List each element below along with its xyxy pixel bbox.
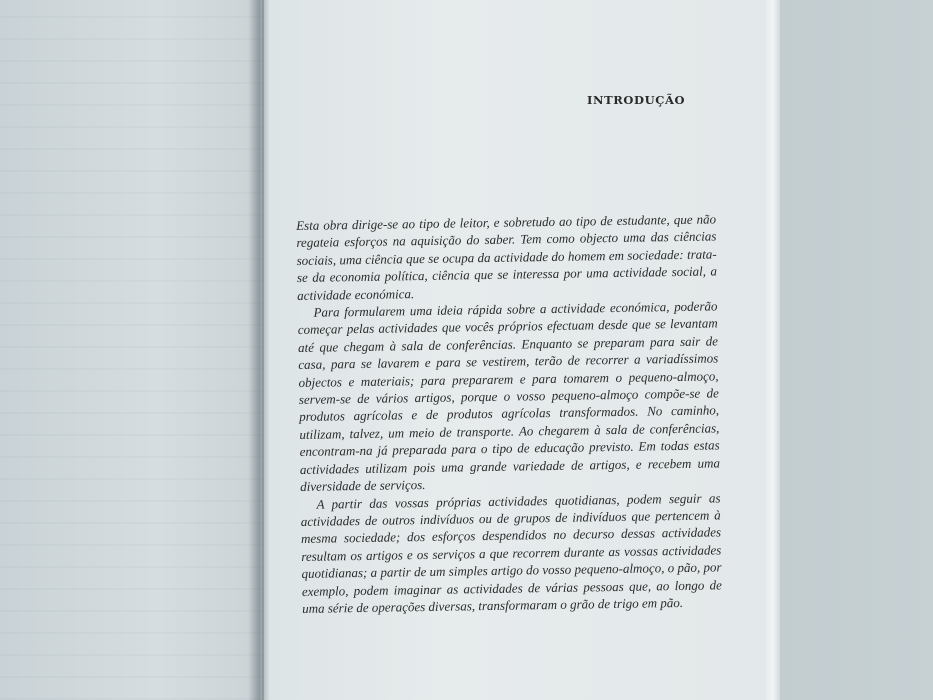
page-stack-edge (766, 0, 780, 700)
book-gutter (248, 0, 270, 700)
paragraph-1: Esta obra dirige-se ao tipo de leitor, e sobretudo ao tipo de estudante, que não regateia esforços na aquisição do saber. Tem como objecto uma das ciências sociais, uma ciência que se ocupa da actividade do homem em sociedade: trata-se da economia política, ciência que se interessa por uma actividade social, a actividade económica. (296, 211, 718, 303)
paragraph-2: Para formularem uma ideia rápida sobre a actividade económica, poderão começar pelas actividades que vocês próprios efectuam desde que se levantam até que chegam à sala de conferências. Enquanto se preparam para sair de casa, para se lavarem e para se vestirem, terão de recorrer a variadíssimos objectos e materiais; para prepararem e para tomarem o pequeno-almoço, servem-se de vários artigos, porque o vosso pequeno-almoço compõe-se de produtos agrícolas e de produtos agrícolas transformados. No caminho, utilizam, talvez, um meio de transporte. Ao chegarem à sala de conferências, encontram-na já preparada para o tipo de educação previsto. Em todas estas actividades utilizam pois uma grande variedade de artigos, e recebem uma diversidade de serviços. (297, 298, 721, 495)
chapter-heading: INTRODUÇÃO (587, 93, 686, 107)
left-page-show-through (0, 0, 262, 700)
body-text (296, 210, 722, 617)
paragraph-3: A partir das vossas próprias actividades quotidianas, podem seguir as actividades de outros indivíduos ou de grupos de indivíduos que pertencem à mesma sociedade; dos esforços despendidos no decurso dessas actividades resultam os artigos e os serviços a que recorrem durante as vossas actividades quotidianas; a partir de um simples artigo do vosso pequeno-almoço, o pão, por exemplo, podem imaginar as actividades de várias pessoas que, ao longo de uma série de operações diversas, transformaram o grão de trigo em pão. (300, 489, 722, 616)
